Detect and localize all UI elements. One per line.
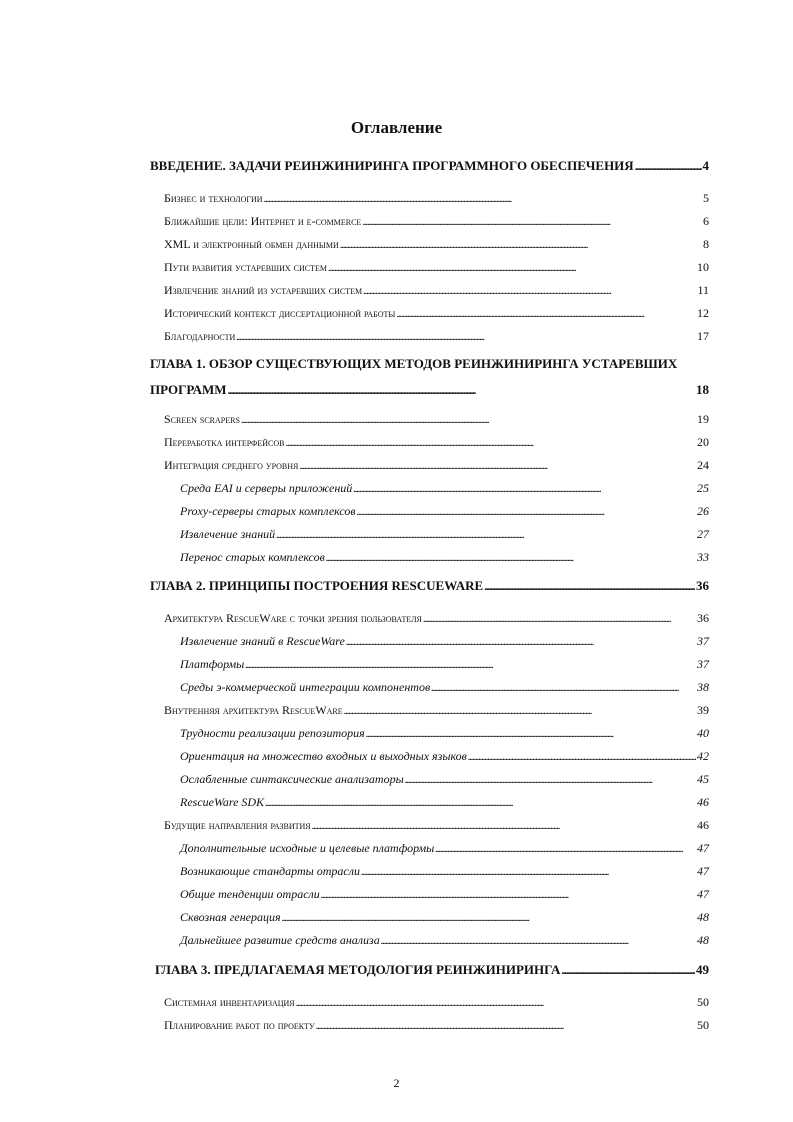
leader-dots [276,526,696,543]
toc-entry-label: Screen scrapers [164,412,240,426]
toc-entry-label: RescueWare SDK [180,795,265,809]
toc-entry[interactable] [180,909,709,926]
leader-dots [228,382,695,399]
toc-entry-label: ГЛАВА 3. ПРЕДЛАГАЕМАЯ МЕТОДОЛОГИЯ РЕИНЖИНИРИНГА [155,962,561,977]
leader-dots [561,962,695,979]
toc-entry-label: Среда EAI и серверы приложений [180,481,353,495]
toc-entry-label: Возникающие стандарты отрасли [180,864,360,878]
leader-dots [431,679,696,696]
toc-entry-label: Ослабленные синтаксические анализаторы [180,772,404,786]
toc-entry[interactable] [180,886,709,903]
toc-entry-page: 36 [697,611,709,625]
toc-entry[interactable] [164,213,709,230]
toc-entry[interactable] [164,305,709,322]
toc-entry[interactable] [164,702,709,719]
toc-entry-chapter-1-line1[interactable]: ГЛАВА 1. ОБЗОР СУЩЕСТВУЮЩИХ МЕТОДОВ РЕИНЖИНИРИНГА УСТАРЕВШИХ [150,356,678,371]
toc-entry-page: 10 [697,260,709,274]
toc-entry-label: Ориентация на множество входных и выходных языков [180,749,467,763]
leader-dots [296,994,696,1011]
toc-entry-page: 48 [697,910,709,924]
toc-entry-label: Среды э-коммерческой интеграции компонентов [180,680,431,694]
toc-entry-page: 42 [697,749,709,763]
toc-entry-label: Благодарности [164,329,236,343]
toc-entry-page: 36 [696,578,709,593]
leader-dots [326,549,696,566]
toc-entry-label: Ближайшие цели: Интернет и e-commerce [164,214,362,228]
toc-entry-page: 33 [697,550,709,564]
toc-entry-page: 46 [697,818,709,832]
toc-entry-page: 38 [697,680,709,694]
toc-entry-chapter-3[interactable] [155,962,709,979]
toc-entry-label: Платформы [180,657,245,671]
toc-entry-label: Сквозная генерация [180,910,281,924]
toc-entry-label: ПРОГРАММ [150,382,227,397]
toc-entry[interactable] [164,190,709,207]
toc-entry-page: 20 [697,435,709,449]
leader-dots [340,236,702,253]
page-number: 2 [393,1076,400,1090]
toc-entry-page: 45 [697,772,709,786]
toc-entry-page: 17 [697,329,709,343]
toc-entry-page: 47 [697,864,709,878]
toc-entry[interactable] [164,411,709,428]
toc-entry-page: 50 [697,1018,709,1032]
toc-entry-label: Дальнейшее развитие средств анализа [180,933,380,947]
toc-entry[interactable] [164,994,709,1011]
toc-entry-label: Планирование работ по проекту [164,1018,315,1032]
leader-dots [299,457,696,474]
toc-entry-page: 11 [697,283,709,297]
toc-entry-label: XML и электронный обмен данными [164,237,339,251]
toc-entry[interactable] [180,748,709,765]
leader-dots [435,840,696,857]
toc-entry[interactable] [180,863,709,880]
leader-dots [346,633,696,650]
leader-dots [316,1017,696,1034]
toc-entry-page: 4 [702,158,709,173]
leader-dots [366,725,696,742]
toc-entry[interactable] [164,457,709,474]
toc-entry[interactable] [180,503,709,520]
leader-dots [344,702,696,719]
toc-entry[interactable] [180,633,709,650]
toc-entry-label: Исторический контекст диссертационной работы [164,306,396,320]
leader-dots [396,305,696,322]
leader-dots [361,863,696,880]
leader-dots [328,259,696,276]
toc-entry[interactable] [164,817,709,834]
toc-entry-page: 46 [697,795,709,809]
toc-entry[interactable] [180,725,709,742]
toc-entry[interactable] [164,282,709,299]
toc-entry[interactable] [180,656,709,673]
toc-entry-page: 8 [703,237,709,251]
leader-dots [312,817,696,834]
toc-entry-label: Будущие направления развития [164,818,311,832]
toc-entry-label: ВВЕДЕНИЕ. ЗАДАЧИ РЕИНЖИНИРИНГА ПРОГРАММНОГО ОБЕСПЕЧЕНИЯ [150,158,634,173]
page-title: Оглавление [350,118,443,137]
toc-entry[interactable] [164,434,709,451]
toc-entry[interactable] [180,526,709,543]
toc-entry-label: Дополнительные исходные и целевые платформы [180,841,435,855]
leader-dots [423,610,696,627]
leader-dots [468,748,696,765]
leader-dots [484,578,695,595]
toc-entry[interactable] [180,480,709,497]
leader-dots [265,794,696,811]
leader-dots [241,411,696,428]
toc-entry-page: 37 [697,657,709,671]
leader-dots [245,656,696,673]
toc-entry-label: Извлечение знаний из устаревших систем [164,283,363,297]
toc-entry[interactable] [164,259,709,276]
leader-dots [357,503,696,520]
toc-entry-page: 19 [697,412,709,426]
toc-entry[interactable] [164,610,709,627]
toc-entry[interactable] [180,771,709,788]
leader-dots [381,932,696,949]
toc-entry-page: 40 [697,726,709,740]
toc-entry-page: 24 [697,458,709,472]
toc-entry-page: 25 [697,481,709,495]
toc-entry-label: Архитектура RescueWare с точки зрения пользователя [164,611,422,625]
toc-entry-label: Переработка интерфейсов [164,435,285,449]
toc-entry-label: Извлечение знаний [180,527,276,541]
toc-entry-label: Бизнес и технологии [164,191,263,205]
toc-entry-page: 5 [703,191,709,205]
toc-entry-page: 48 [697,933,709,947]
toc-entry[interactable] [164,1017,709,1034]
toc-entry-page: 12 [697,306,709,320]
toc-entry[interactable] [180,794,709,811]
toc-entry-page: 39 [697,703,709,717]
toc-entry-page: 18 [696,382,709,397]
leader-dots [285,434,696,451]
toc-entry-label: Proxy-серверы старых комплексов [180,504,356,518]
toc-entry-label: ГЛАВА 2. ПРИНЦИПЫ ПОСТРОЕНИЯ RESCUEWARE [150,578,484,593]
toc-entry-label: Системная инвентаризация [164,995,295,1009]
leader-dots [405,771,696,788]
toc-entry-label: Трудности реализации репозитория [180,726,365,740]
toc-entry-page: 27 [697,527,709,541]
toc-entry-page: 37 [697,634,709,648]
toc-entry[interactable] [180,840,709,857]
toc-entry-page: 49 [696,962,709,977]
toc-entry[interactable] [164,328,709,345]
toc-entry-chapter-1[interactable] [150,382,709,399]
leader-dots [363,282,696,299]
toc-entry-chapter-2[interactable] [150,578,709,595]
toc-entry-label: Извлечение знаний в RescueWare [180,634,345,648]
leader-dots [236,328,696,345]
toc-entry-label: Внутренняя архитектура RescueWare [164,703,343,717]
toc-entry[interactable] [180,679,709,696]
toc-entry-page: 47 [697,887,709,901]
toc-entry-introduction[interactable] [150,158,709,175]
toc-entry-page: 47 [697,841,709,855]
toc-entry-label: Общие тенденции отрасли [180,887,320,901]
toc-entry-label: Перенос старых комплексов [180,550,325,564]
leader-dots [264,190,702,207]
leader-dots [362,213,702,230]
leader-dots [282,909,696,926]
toc-entry-label: Интеграция среднего уровня [164,458,299,472]
leader-dots [321,886,696,903]
leader-dots [353,480,696,497]
toc-entry-label: Пути развития устаревших систем [164,260,328,274]
toc-entry-page: 50 [697,995,709,1009]
toc-entry-page: 26 [697,504,709,518]
leader-dots [635,158,702,175]
toc-entry[interactable] [180,932,709,949]
toc-entry[interactable] [164,236,709,253]
toc-entry-page: 6 [703,214,709,228]
toc-entry[interactable] [180,549,709,566]
